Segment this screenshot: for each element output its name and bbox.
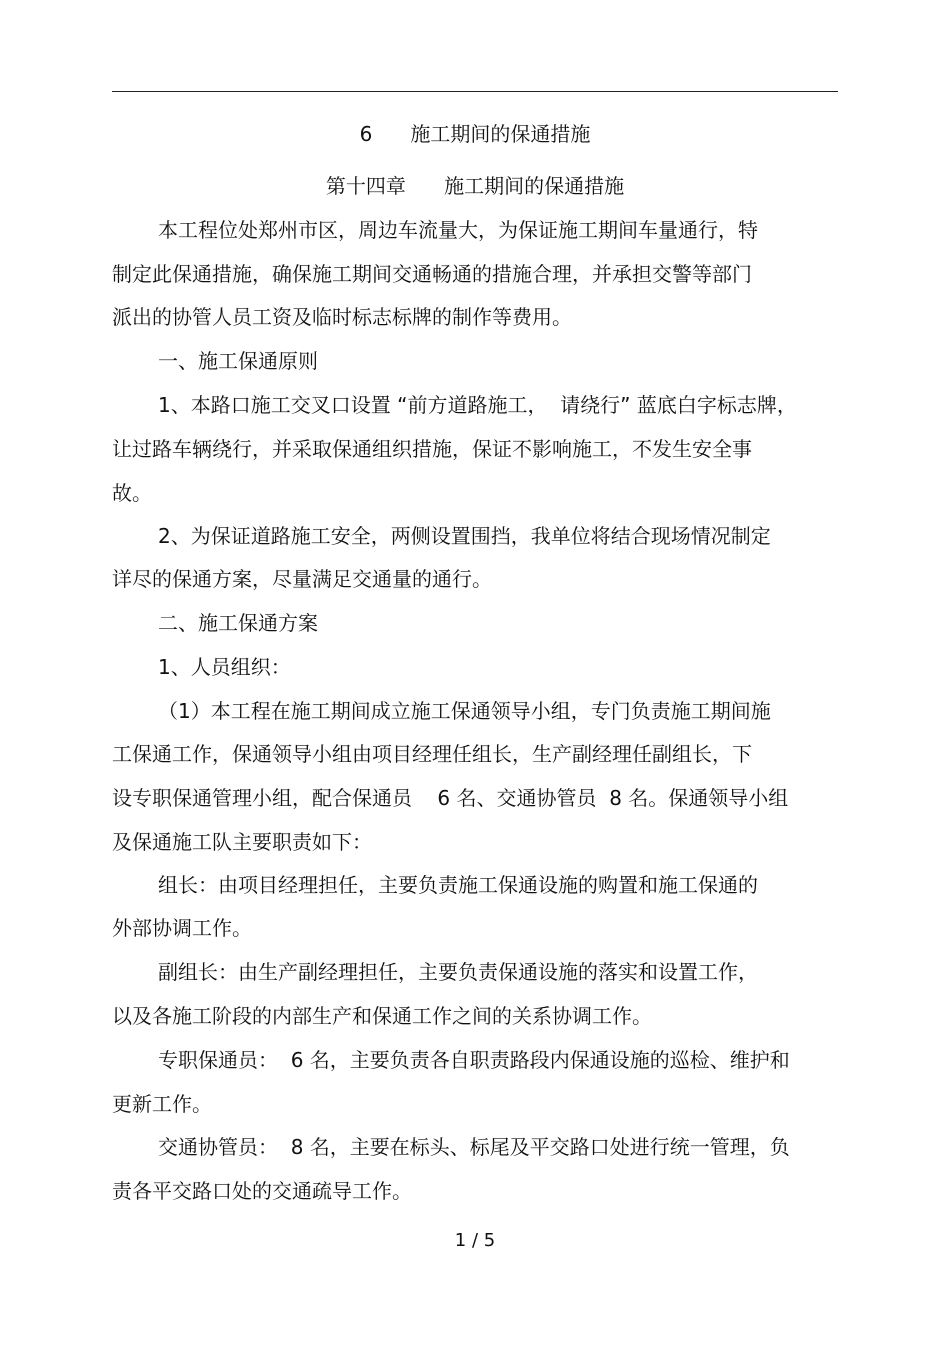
section-title-principles: 一、施工保通原则: [158, 349, 318, 373]
paragraph-line: （1）本工程在施工期间成立施工保通领导小组，专门负责施工期间施: [158, 699, 771, 723]
section-heading: 6 施工期间的保通措施: [359, 122, 591, 146]
page-number: 1 / 5: [454, 1230, 496, 1251]
paragraph-line: 让过路车辆绕行，并采取保通组织措施，保证不影响施工，不发生安全事: [112, 437, 752, 461]
paragraph-line: 责各平交路口处的交通疏导工作。: [112, 1179, 412, 1203]
paragraph-line: 副组长：由生产副经理担任，主要负责保通设施的落实和设置工作，: [158, 960, 758, 984]
paragraph-line: 1、本路口施工交叉口设置 “前方道路施工， 请绕行” 蓝底白字标志牌，: [158, 393, 797, 417]
paragraph-line: 更新工作。: [112, 1092, 212, 1116]
paragraph-line: 及保通施工队主要职责如下：: [112, 830, 372, 854]
paragraph-line: 制定此保通措施，确保施工期间交通畅通的措施合理，并承担交警等部门: [112, 262, 752, 286]
paragraph-line: 交通协管员： 8 名，主要在标头、标尾及平交路口处进行统一管理，负: [158, 1135, 790, 1159]
paragraph-line: 专职保通员： 6 名，主要负责各自职责路段内保通设施的巡检、维护和: [158, 1048, 790, 1072]
paragraph-line: 详尽的保通方案，尽量满足交通量的通行。: [112, 567, 492, 591]
paragraph-line: 组长：由项目经理担任，主要负责施工保通设施的购置和施工保通的: [158, 873, 758, 897]
header-rule: [112, 91, 838, 92]
paragraph-line: 2、为保证道路施工安全，两侧设置围挡，我单位将结合现场情况制定: [158, 524, 771, 548]
paragraph-line: 本工程位处郑州市区，周边车流量大，为保证施工期间车量通行，特: [158, 218, 758, 242]
paragraph-line: 故。: [112, 481, 152, 505]
subsection-title: 1、人员组织：: [158, 655, 291, 679]
paragraph-line: 工保通工作，保通领导小组由项目经理任组长，生产副经理任副组长，下: [112, 742, 752, 766]
paragraph-line: 外部协调工作。: [112, 916, 252, 940]
paragraph-line: 设专职保通管理小组，配合保通员 6 名、交通协管员 8 名。保通领导小组: [112, 786, 789, 810]
section-title-plan: 二、施工保通方案: [158, 611, 318, 635]
paragraph-line: 以及各施工阶段的内部生产和保通工作之间的关系协调工作。: [112, 1004, 652, 1028]
paragraph-line: 派出的协管人员工资及临时标志标牌的制作等费用。: [112, 305, 572, 329]
chapter-heading: 第十四章 施工期间的保通措施: [325, 174, 625, 198]
